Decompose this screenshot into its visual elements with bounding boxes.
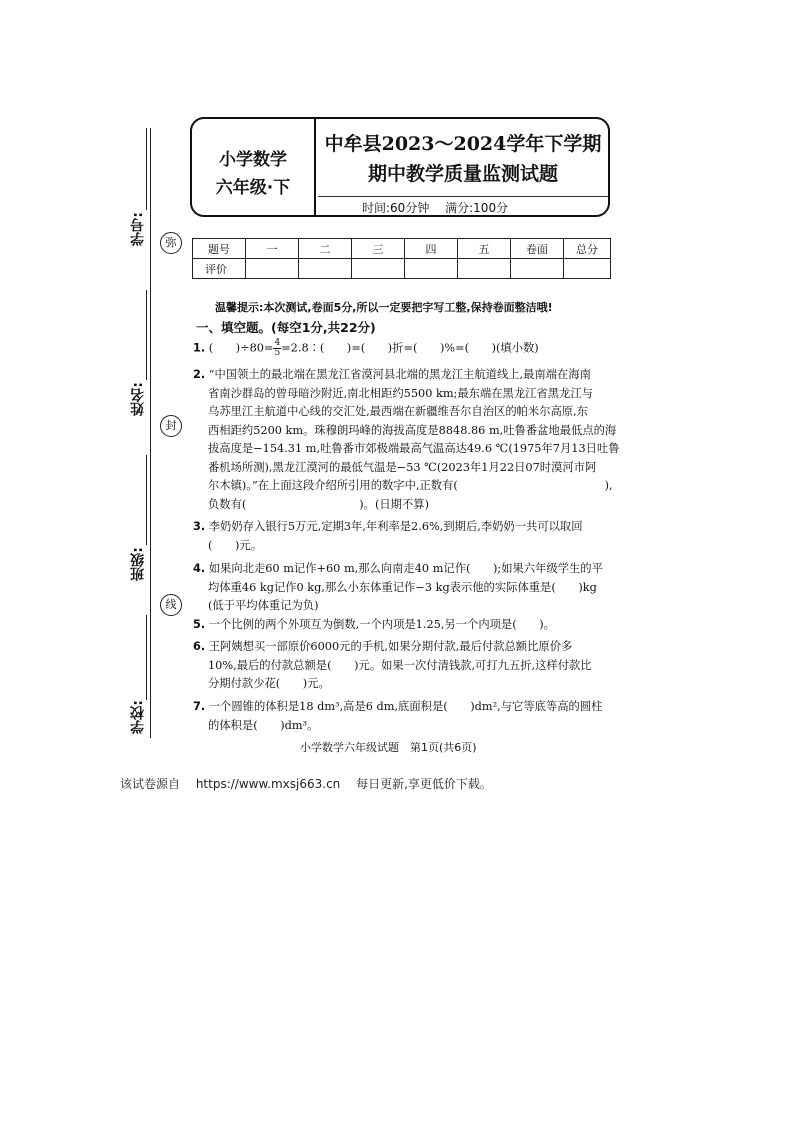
q2-line: 尔木镇)。”在上面这段介绍所引用的数字中,正数有( ), (208, 479, 613, 492)
student-id-label: 学号: (130, 212, 146, 246)
score-header-cell: 五 (458, 239, 511, 259)
q2-line: 番机场所测),黑龙江漠河的最低气温是−53 ℃(2023年1月22日07时漠河市阿 (208, 460, 597, 474)
class-label: 班级: (130, 547, 146, 581)
question-number: 5. (193, 618, 206, 631)
score-header-cell: 一 (246, 239, 299, 259)
frac-numerator: 4 (274, 338, 281, 348)
page-footer: 小学数学六年级试题 第1页(共6页) (300, 741, 477, 754)
q4-line: 均体重46 kg记作0 kg,那么小东体重记作−3 kg表示他的实际体重是( )kg (208, 580, 597, 594)
q6-line: 10%,最后的付款总额是( )元。如果一次付清钱款,可打九五折,这样付款比 (208, 658, 592, 672)
subject-label: 小学数学 (219, 150, 287, 170)
q6-line: 分期付款少花( )元。 (208, 677, 330, 690)
q1-part2: =2.8∶( )=( )折=( )%=( )(填小数) (281, 341, 539, 355)
exam-title-line1: 中牟县2023～2024学年下学期 (324, 133, 602, 155)
score-header-cell: 题号 (193, 239, 246, 259)
score-header-cell: 四 (405, 239, 458, 259)
frac-denominator: 5 (274, 348, 281, 358)
q4-line: 如果向北走60 m记作+60 m,那么向南走40 m记作( );如果六年级学生的平 (208, 562, 603, 575)
time-score-info: 时间:60分钟 满分:100分 (362, 201, 509, 215)
score-header-cell: 卷面 (511, 239, 564, 259)
q2-line: 乌苏里江主航道中心线的交汇处,最西端在新疆维吾尔自治区的帕米尔高原,东 (208, 405, 588, 418)
exam-title-line2: 期中教学质量监测试题 (367, 163, 558, 185)
seal-xian: 线 (160, 594, 182, 616)
school-label: 学校: (130, 700, 146, 734)
question-2 (193, 366, 620, 385)
score-header-cell: 总分 (564, 239, 611, 259)
q2-line: 西相距约5200 km。珠穆朗玛峰的海拔高度是8848.86 m,吐鲁番盆地最低点的海 (208, 423, 617, 437)
q2-line: 拔高度是−154.31 m,吐鲁番市郊极端最高气温高达49.6 ℃(1975年7月13日吐鲁 (208, 442, 620, 455)
q7-line: 一个圆锥的体积是18 dm³,高是6 dm,底面积是( )dm²,与它等底等高的圆柱 (208, 700, 603, 713)
score-header-cell: 二 (299, 239, 352, 259)
tip-text: 温馨提示:本次测试,卷面5分,所以一定要把字写工整,保持卷面整洁哦! (215, 301, 553, 314)
question-number: 7. (193, 700, 206, 713)
question-5 (193, 616, 620, 635)
seal-feng: 封 (160, 415, 182, 437)
question-number: 3. (193, 520, 206, 533)
q2-line: 负数有( )。(日期不算) (208, 497, 429, 511)
score-row-label: 评价 (193, 259, 246, 279)
q3-line: 李奶奶存入银行5万元,定期3年,年利率是2.6%,到期后,李奶奶一共可以取回 (208, 520, 583, 533)
question-number: 6. (193, 640, 206, 653)
question-7 (193, 698, 620, 717)
section-1-heading: 一、填空题。(每空1分,共22分) (196, 320, 376, 335)
q7-line: 的体积是( )dm³。 (208, 718, 319, 732)
question-6 (193, 638, 620, 657)
q2-line: 省南沙群岛的曾母暗沙附近,南北相距约5500 km;最东端在黑龙江省黑龙江与 (208, 386, 593, 400)
question-number: 1. (193, 341, 206, 355)
q5-line: 一个比例的两个外项互为倒数,一个内项是1.25,另一个内项是( )。 (208, 618, 555, 631)
source-note: 该试卷源自 https://www.mxsj663.cn 每日更新,享更低价下载。 (120, 777, 492, 791)
q4-line: (低于平均体重记为负) (208, 599, 319, 612)
q6-line: 王阿姨想买一部原价6000元的手机,如果分期付款,最后付款总额比原价多 (208, 640, 573, 653)
q3-line: ( )元。 (208, 539, 263, 552)
question-number: 2. (193, 368, 206, 381)
score-header-cell: 三 (352, 239, 405, 259)
question-number: 4. (193, 562, 206, 575)
question-1 (193, 339, 620, 358)
seal-mi: 弥 (160, 232, 182, 254)
q1-part1: ( )÷80= (208, 341, 274, 355)
grade-label: 六年级·下 (215, 178, 291, 198)
name-label: 姓名: (130, 382, 146, 416)
q2-line: “中国领土的最北端在黑龙江省漠河县北端的黑龙江主航道线上,最南端在海南 (208, 368, 591, 381)
question-3 (193, 518, 620, 537)
question-4 (193, 560, 620, 579)
